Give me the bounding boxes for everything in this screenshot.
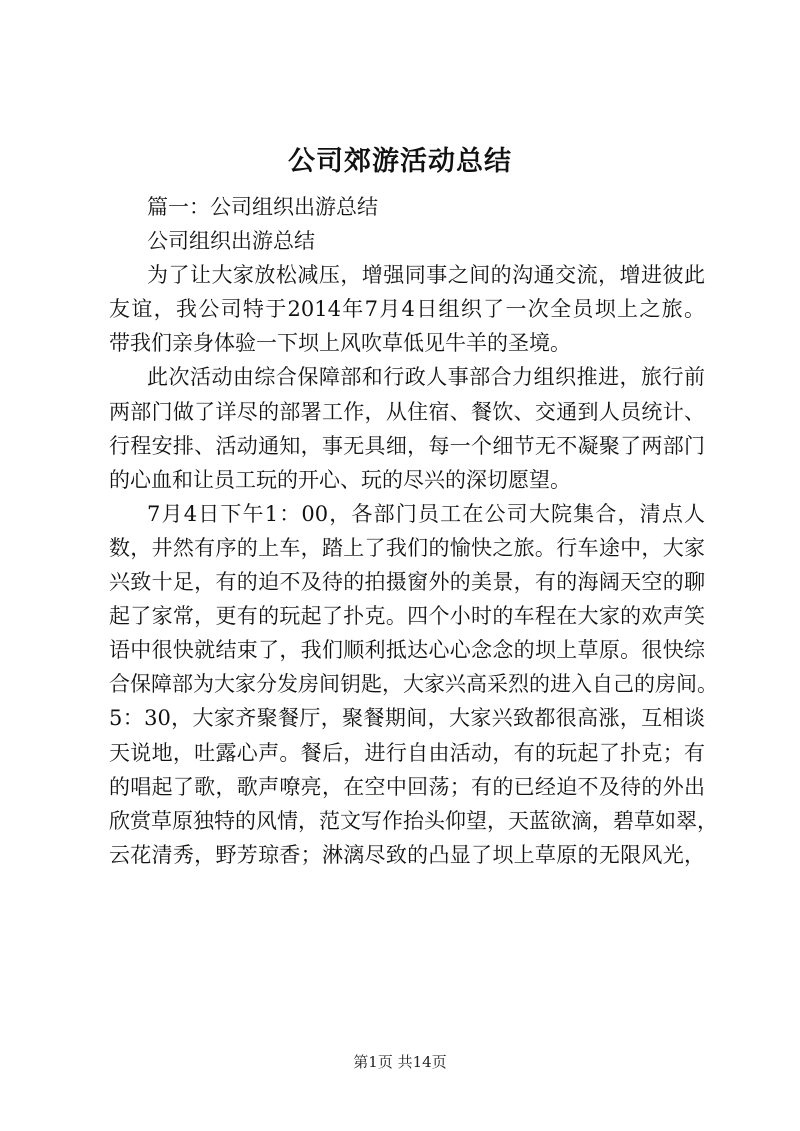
text-line: 兴致十足，有的迫不及待的拍摄窗外的美景，有的海阔天空的聊 xyxy=(109,570,705,595)
text-line: 为了让大家放松减压，增强同事之间的沟通交流，增进彼此 xyxy=(147,263,705,288)
text-line: 数，井然有序的上车，踏上了我们的愉快之旅。行车途中，大家 xyxy=(109,535,705,560)
text-line: 欣赏草原独特的风情，范文写作抬头仰望，天蓝欲滴，碧草如翠， xyxy=(109,808,718,833)
text-line: 的心血和让员工玩的开心、玩的尽兴的深切愿望。 xyxy=(109,467,571,492)
text-line: 公司组织出游总结 xyxy=(147,229,315,254)
text-line: 5：30，大家齐聚餐厅，聚餐期间，大家兴致都很高涨，互相谈 xyxy=(109,706,705,731)
text-line: 7月4日下午1：00，各部门员工在公司大院集合，清点人 xyxy=(147,501,705,526)
text-line: 友谊，我公司特于2014年7月4日组织了一次全员坝上之旅。 xyxy=(109,297,705,322)
text-line: 两部门做了详尽的部署工作，从住宿、餐饮、交通到人员统计、 xyxy=(109,399,705,424)
text-line: 行程安排、活动通知，事无具细，每一个细节无不凝聚了两部门 xyxy=(109,433,705,458)
text-line: 的唱起了歌，歌声嘹亮，在空中回荡；有的已经迫不及待的外出 xyxy=(109,774,705,799)
text-line: 合保障部为大家分发房间钥匙，大家兴高采烈的进入自己的房间。 xyxy=(109,672,718,697)
text-line: 起了家常，更有的玩起了扑克。四个小时的车程在大家的欢声笑 xyxy=(109,604,705,629)
document-title: 公司郊游活动总结 xyxy=(288,146,512,177)
text-line: 篇一：公司组织出游总结 xyxy=(147,195,378,219)
text-line: 此次活动由综合保障部和行政人事部合力组织推进，旅行前 xyxy=(147,365,705,390)
text-line: 带我们亲身体验一下坝上风吹草低见牛羊的圣境。 xyxy=(109,331,571,356)
text-line: 云花清秀，野芳琼香；淋漓尽致的凸显了坝上草原的无限风光， xyxy=(109,842,705,867)
text-line: 天说地，吐露心声。餐后，进行自由活动，有的玩起了扑克；有 xyxy=(109,740,705,765)
document-body xyxy=(109,190,718,872)
text-line: 语中很快就结束了，我们顺利抵达心心念念的坝上草原。很快综 xyxy=(109,638,705,663)
page-footer: 第1页 共14页 xyxy=(353,1053,447,1071)
